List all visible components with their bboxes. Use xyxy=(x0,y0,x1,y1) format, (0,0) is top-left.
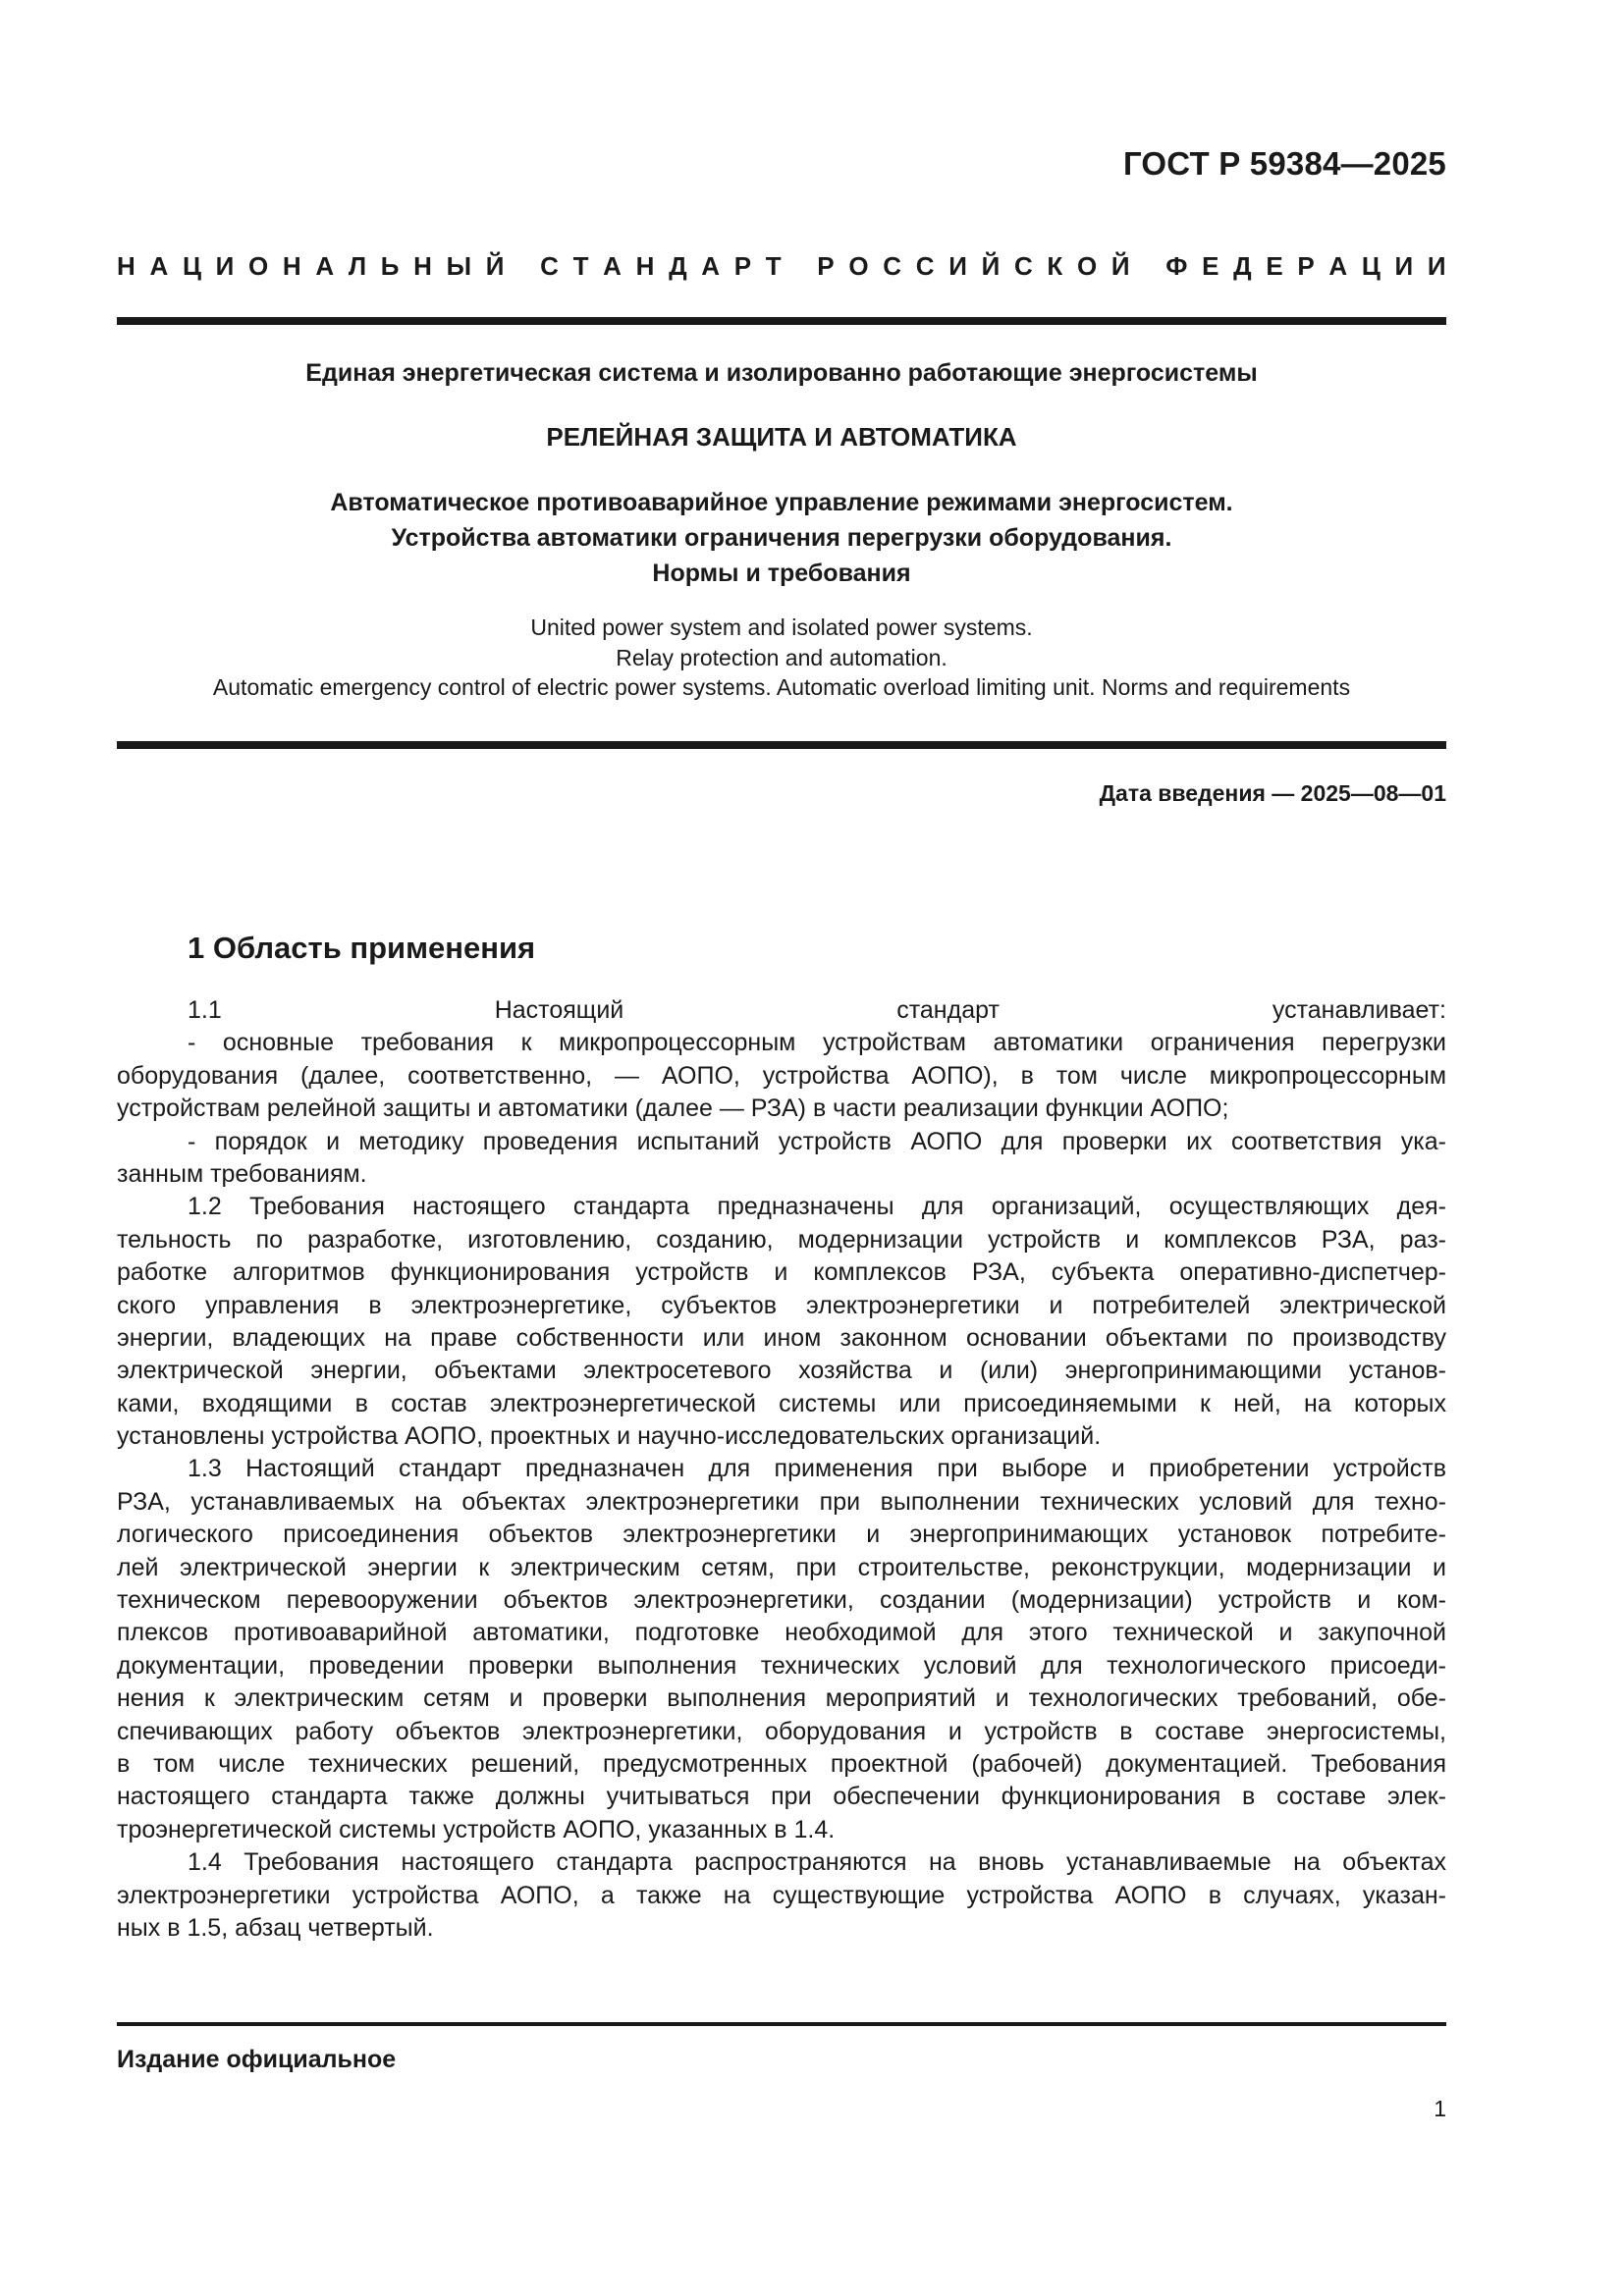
body-text-line: настоящего стандарта также должны учитываться при обеспечении функционирования в составе элек- xyxy=(117,1783,1446,1811)
body-text-line: 1.1 Настоящий стандарт устанавливает: xyxy=(188,996,1446,1024)
body-text-line: электрической энергии, объектами электросетевого хозяйства и (или) энергопринимающими установ- xyxy=(117,1357,1446,1385)
body-text-line: ского управления в электроэнергетике, субъектов электроэнергетики и потребителей электрической xyxy=(117,1291,1446,1319)
body-text-line: тельность по разработке, изготовлению, созданию, модернизации устройств и комплексов РЗА, раз- xyxy=(117,1225,1446,1254)
body-text-line: установлены устройства АОПО, проектных и научно-исследовательских организаций. xyxy=(117,1422,1102,1451)
system-title: Единая энергетическая система и изолированно работающие энергосистемы xyxy=(305,359,1258,387)
body-text-line: работке алгоритмов функционирования устройств и комплексов РЗА, субъекта оперативно-диспетчер- xyxy=(117,1258,1446,1287)
subtitle-line: Автоматическое противоаварийное управление режимами энергосистем. xyxy=(330,489,1233,516)
body-text-line: занным требованиям. xyxy=(117,1159,367,1188)
section-heading: 1 Область применения xyxy=(188,931,536,965)
body-text-line: в том числе технических решений, предусмотренных проектной (рабочей) документацией. Требования xyxy=(117,1749,1446,1778)
national-standard-text: Н А Ц И О Н А Л Ь Н Ы Й С Т А Н Д А Р Т Р О С С И Й С К О Й Ф Е Д Е Р А Ц И И xyxy=(117,251,1446,281)
body-text-line: лей электрической энергии к электрическим сетям, при строительстве, реконструкции, модернизации и xyxy=(117,1553,1446,1581)
body-text-line: логического присоединения объектов электроэнергетики и энергопринимающих установок потребите- xyxy=(117,1521,1446,1549)
body-text-line: - основные требования к микропроцессорным устройствам автоматики ограничения перегрузки xyxy=(188,1029,1446,1057)
english-title-line: Automatic emergency control of electric power systems. Automatic overload limiting unit. Norms and requirements xyxy=(212,674,1351,700)
body-text-line: - порядок и методику проведения испытаний устройств АОПО для проверки их соответствия ука- xyxy=(188,1127,1446,1155)
body-text-line: спечивающих работу объектов электроэнергетики, оборудования и устройств в составе энергосистемы, xyxy=(117,1717,1446,1745)
body-text-line: документации, проведении проверки выполнения технических условий для технологического присоеди- xyxy=(117,1651,1446,1680)
body-text-line: ками, входящими в состав электроэнергетической системы или присоединяемыми к ней, на которых xyxy=(117,1389,1446,1417)
body-text-line: троэнергетической системы устройств АОПО, указанных в 1.4. xyxy=(117,1815,836,1843)
subtitle-block xyxy=(117,485,1446,591)
body-text-line: 1.3 Настоящий стандарт предназначен для применения при выборе и приобретении устройств xyxy=(188,1455,1446,1483)
edition-label: Издание официальное xyxy=(117,2046,397,2073)
body-text-line: техническом перевооружении объектов электроэнергетики, создании (модернизации) устройств и ком- xyxy=(117,1586,1446,1615)
body-text-line: электроэнергетики устройства АОПО, а также на существующие устройства АОПО в случаях, указан- xyxy=(117,1881,1446,1909)
body-text-line: 1.4 Требования настоящего стандарта распространяются на вновь устанавливаемые на объектах xyxy=(188,1848,1446,1877)
body-text-line: энергии, владеющих на праве собственности или ином законном основании объектами по производству xyxy=(117,1323,1446,1352)
body-text-line: ных в 1.5, абзац четвертый. xyxy=(117,1913,434,1942)
body-text-line: РЗА, устанавливаемых на объектах электроэнергетики при выполнении технических условий для техно- xyxy=(117,1487,1446,1516)
body-text-line: устройствам релейной защиты и автоматики (далее — РЗА) в части реализации функции АОПО; xyxy=(117,1095,1229,1123)
standard-code: ГОСТ Р 59384—2025 xyxy=(1122,145,1446,182)
page-number: 1 xyxy=(1434,2096,1446,2121)
topic-title: РЕЛЕЙНАЯ ЗАЩИТА И АВТОМАТИКА xyxy=(546,422,1017,452)
english-title-line: United power system and isolated power systems. xyxy=(530,614,1033,640)
title-divider xyxy=(117,741,1446,749)
body-text-line: 1.2 Требования настоящего стандарта предназначены для организаций, осуществляющих дея- xyxy=(188,1193,1446,1221)
english-title-block xyxy=(117,613,1446,703)
section-body xyxy=(117,994,1446,1945)
introduction-date: Дата введения — 2025—08—01 xyxy=(1099,780,1446,806)
national-standard-banner xyxy=(117,251,1446,282)
subtitle-line: Устройства автоматики ограничения перегрузки оборудования. xyxy=(391,524,1172,552)
header-divider xyxy=(117,317,1446,325)
body-text-line: нения к электрическим сетям и проверки выполнения мероприятий и технологических требований, обе- xyxy=(117,1684,1446,1713)
body-text-line: оборудования (далее, соответственно, — АОПО, устройства АОПО), в том числе микропроцессорным xyxy=(117,1061,1446,1090)
english-title-line: Relay protection and automation. xyxy=(616,644,947,670)
body-text-line: плексов противоаварийной автоматики, подготовке необходимой для этого технической и закупочной xyxy=(117,1619,1446,1647)
footer-divider xyxy=(117,2022,1446,2026)
subtitle-line: Нормы и требования xyxy=(652,560,911,587)
